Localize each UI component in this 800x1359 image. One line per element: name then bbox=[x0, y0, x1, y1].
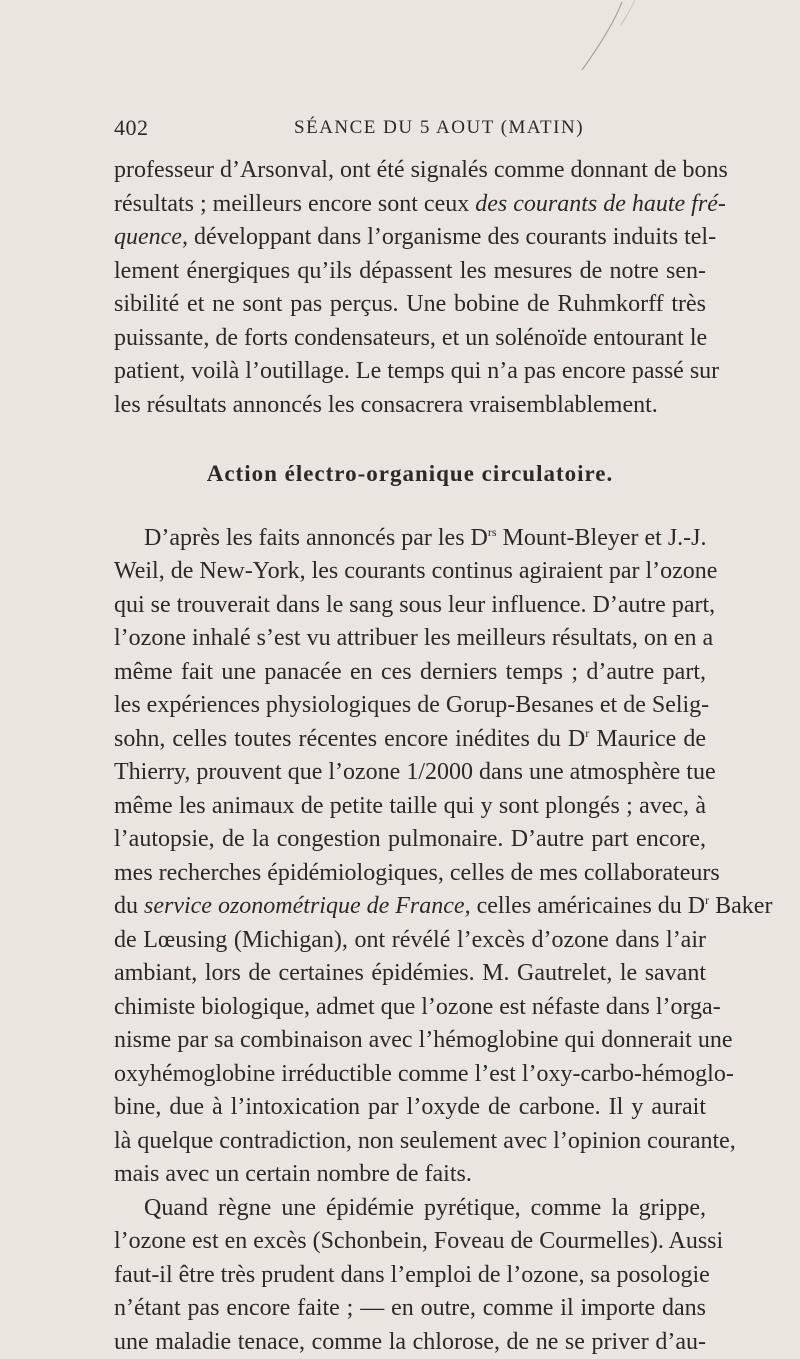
text-line: professeur d’Arsonval, ont été signalés comme donnant de bons bbox=[114, 154, 706, 188]
text-line: ambiant, lors de certaines épidémies. M. Gautrelet, le savant bbox=[114, 957, 706, 991]
text-line: les expériences physiologiques de Gorup-Besanes et de Selig- bbox=[114, 689, 706, 723]
superscript: r bbox=[705, 893, 709, 907]
superscript: rs bbox=[488, 525, 497, 539]
text-span: développant dans l’organisme des courants induits tel- bbox=[188, 224, 716, 250]
text-line: même les animaux de petite taille qui y sont plongés ; avec, à bbox=[114, 790, 706, 824]
text-line: les résultats annoncés les consacrera vraisemblablement. bbox=[114, 389, 706, 423]
text-line: chimiste biologique, admet que l’ozone est néfaste dans l’orga- bbox=[114, 991, 706, 1025]
text-span: celles américaines du D bbox=[471, 893, 706, 919]
text-line: de Lœusing (Michigan), ont révélé l’excès d’ozone dans l’air bbox=[114, 924, 706, 958]
text-line: n’étant pas encore faite ; — en outre, comme il importe dans bbox=[114, 1292, 706, 1326]
text-line bbox=[114, 188, 706, 222]
text-line: l’ozone inhalé s’est vu attribuer les meilleurs résultats, on en a bbox=[114, 622, 706, 656]
paragraph-1 bbox=[114, 154, 706, 422]
text-line: une maladie tenace, comme la chlorose, de ne se priver d’au- bbox=[114, 1326, 706, 1359]
superscript: r bbox=[585, 726, 589, 740]
text-line: lement énergiques qu’ils dépassent les mesures de notre sen- bbox=[114, 255, 706, 289]
text-span: du bbox=[114, 893, 144, 919]
text-line: l’autopsie, de la congestion pulmonaire. D’autre part encore, bbox=[114, 823, 706, 857]
text-span: Maurice de bbox=[589, 726, 706, 752]
text-line: même fait une panacée en ces derniers temps ; d’autre part, bbox=[114, 656, 706, 690]
text-line bbox=[114, 723, 706, 757]
running-title: SÉANCE DU 5 AOUT (MATIN) bbox=[294, 117, 584, 139]
text-line: qui se trouverait dans le sang sous leur influence. D’autre part, bbox=[114, 589, 706, 623]
italic-phrase: des courants de haute fré- bbox=[475, 191, 726, 217]
text-line: oxyhémoglobine irréductible comme l’est l’oxy-carbo-hémoglo- bbox=[114, 1058, 706, 1092]
text-line: Thierry, prouvent que l’ozone 1/2000 dans une atmosphère tue bbox=[114, 756, 706, 790]
text-line bbox=[114, 522, 706, 556]
text-span: résultats ; meilleurs encore sont ceux bbox=[114, 191, 475, 217]
text-line bbox=[114, 890, 706, 924]
text-line: Quand règne une épidémie pyrétique, comme la grippe, bbox=[114, 1192, 706, 1226]
text-line: patient, voilà l’outillage. Le temps qui n’a pas encore passé sur bbox=[114, 355, 706, 389]
text-line: sibilité et ne sont pas perçus. Une bobine de Ruhmkorff très bbox=[114, 288, 706, 322]
text-line: l’ozone est en excès (Schonbein, Foveau de Courmelles). Aussi bbox=[114, 1225, 706, 1259]
italic-phrase: service ozonométrique de France, bbox=[144, 893, 471, 919]
text-span: D’après les faits annoncés par les D bbox=[144, 525, 488, 551]
text-line bbox=[114, 221, 706, 255]
text-line: faut-il être très prudent dans l’emploi de l’ozone, sa posologie bbox=[114, 1259, 706, 1293]
text-line: mais avec un certain nombre de faits. bbox=[114, 1158, 706, 1192]
page-header bbox=[114, 115, 714, 147]
paragraph-2 bbox=[114, 522, 706, 1192]
text-line: Weil, de New-York, les courants continus agiraient par l’ozone bbox=[114, 555, 706, 589]
paper-scratch-mark bbox=[560, 0, 640, 90]
paragraph-3 bbox=[114, 1192, 706, 1359]
body-text bbox=[114, 154, 706, 1359]
text-line: là quelque contradiction, non seulement avec l’opinion courante, bbox=[114, 1125, 706, 1159]
text-span: Mount-Bleyer et J.-J. bbox=[497, 525, 707, 551]
text-span: sohn, celles toutes récentes encore inédites du D bbox=[114, 726, 585, 752]
section-heading: Action électro-organique circulatoire. bbox=[114, 457, 706, 491]
text-line: bine, due à l’intoxication par l’oxyde de carbone. Il y aurait bbox=[114, 1091, 706, 1125]
italic-phrase: quence, bbox=[114, 224, 188, 250]
text-line: puissante, de forts condensateurs, et un solénoïde entourant le bbox=[114, 322, 706, 356]
text-span: Baker bbox=[709, 893, 772, 919]
page-number: 402 bbox=[114, 115, 149, 141]
text-line: nisme par sa combinaison avec l’hémoglobine qui donnerait une bbox=[114, 1024, 706, 1058]
text-line: mes recherches épidémiologiques, celles de mes collaborateurs bbox=[114, 857, 706, 891]
